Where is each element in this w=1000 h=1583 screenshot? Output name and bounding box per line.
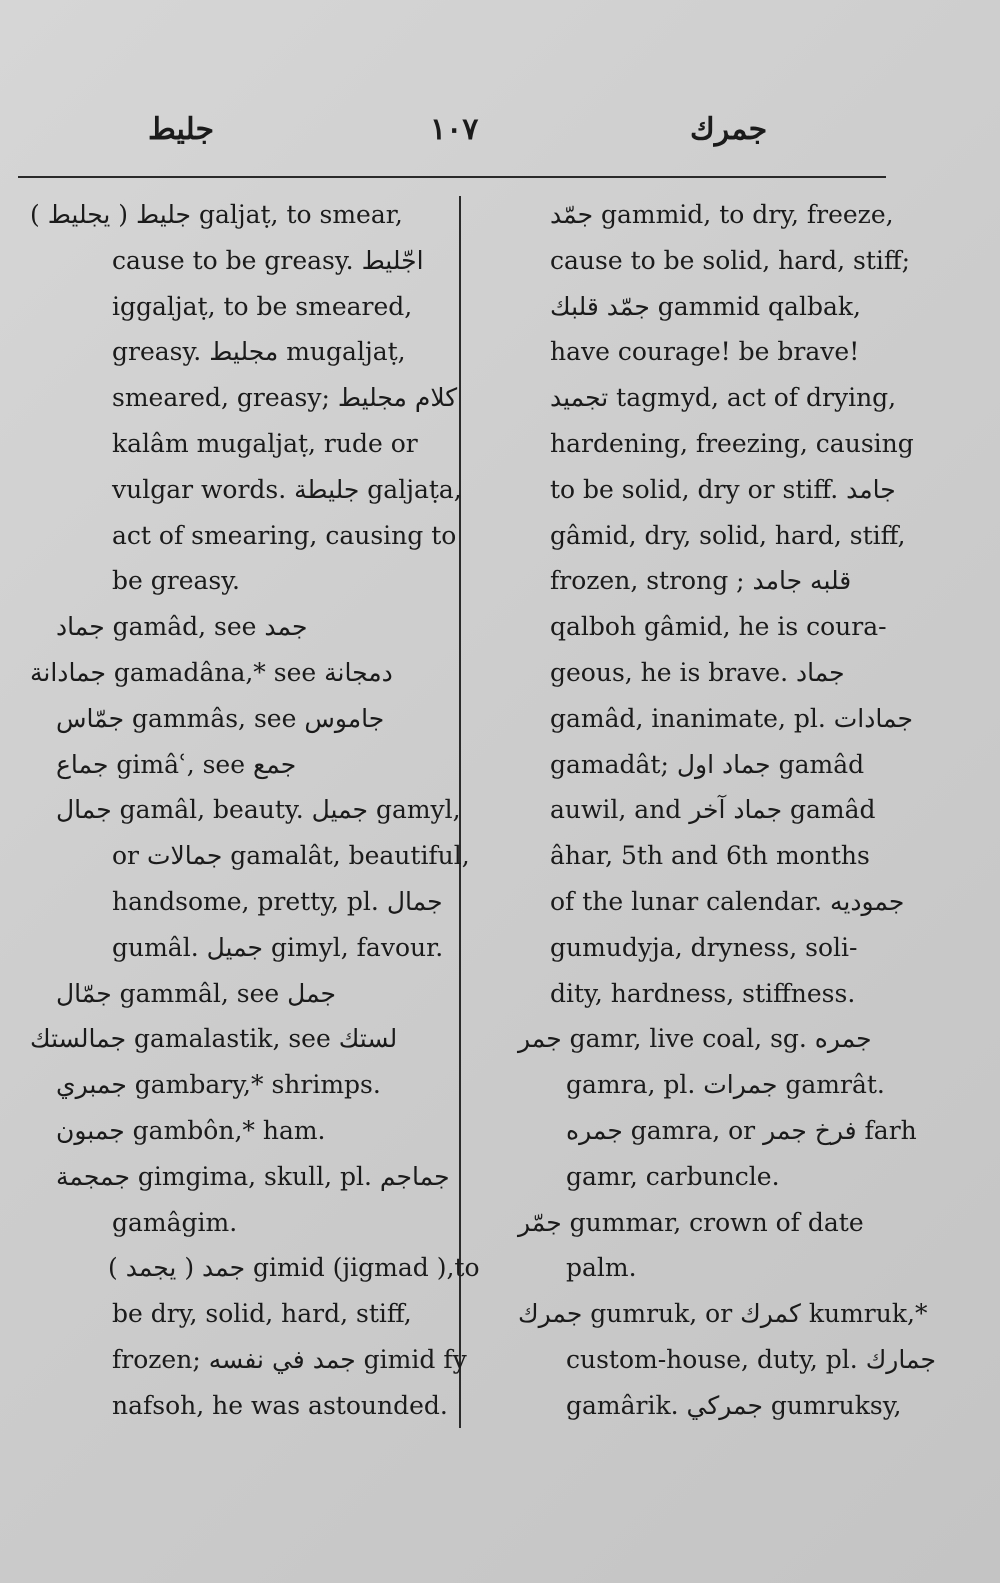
text-line: have courage! be brave!	[550, 337, 860, 367]
text-line: gamâgim.	[112, 1207, 238, 1237]
text-line: custom-house, duty, pl. جمارك	[566, 1344, 936, 1374]
text-line: hardening, freezing, causing	[550, 428, 914, 458]
text-line: dity, hardness, stiffness.	[550, 978, 856, 1008]
text-line: auwil, and جماد آخر gamâd	[550, 795, 876, 825]
text-line: âhar, 5th and 6th months	[550, 841, 870, 871]
page-number: ١٠٧	[430, 112, 479, 147]
header-rule	[18, 176, 886, 178]
text-line: handsome, pretty, pl. جمال	[112, 886, 443, 916]
text-line: جمرك gumruk, or كمرك kumruk,*	[518, 1299, 928, 1329]
text-line: جمال gamâl, beauty. جميل gamyl,	[56, 795, 461, 825]
text-line: جمر gamr, live coal, sg. جمره	[518, 1024, 872, 1054]
text-line: of the lunar calendar. جموديه	[550, 886, 905, 916]
text-line: act of smearing, causing to	[112, 520, 457, 550]
text-line: gamadât; جماد اول gamâd	[550, 749, 865, 779]
text-line: جمد ( يجمد ) gimid (jigmad ),to	[108, 1253, 480, 1283]
text-line: or جمالات gamalât, beautiful,	[112, 841, 470, 871]
text-line: qalboh gâmid, he is coura-	[550, 612, 887, 642]
right-column	[518, 192, 936, 1429]
text-line: جماع gimâʿ, see جمع	[56, 749, 297, 779]
text-line: gâmid, dry, solid, hard, stiff,	[550, 520, 906, 550]
text-line: جماد gamâd, see جمد	[56, 612, 308, 642]
text-line: geous, he is brave. جماد	[550, 657, 845, 687]
header-left-catchword: جليط	[148, 112, 215, 147]
text-line: gumudyja, dryness, soli-	[550, 932, 858, 962]
text-line: frozen, strong ; قلبه جامد	[550, 566, 852, 596]
text-line: جمّد قلبك gammid qalbak,	[550, 291, 861, 321]
left-column	[30, 192, 480, 1429]
text-line: جمّر gummar, crown of date	[518, 1207, 864, 1237]
text-line: جمالستك gamalastik, see لستك	[30, 1024, 398, 1054]
text-line: جمجمة gimgima, skull, pl. جماجم	[56, 1161, 450, 1191]
text-line: to be solid, dry or stiff. جامد	[550, 474, 896, 504]
text-line: gumâl. جميل gimyl, favour.	[112, 932, 444, 962]
text-line: gamârik. جمركي gumruksy,	[566, 1390, 902, 1420]
text-line: جمره gamra, or فرخ جمر farh	[566, 1115, 917, 1145]
text-line: جمبري gambary,* shrimps.	[56, 1070, 381, 1100]
text-line: تجميد tagmyd, act of drying,	[550, 383, 897, 413]
text-line: جمادانة gamadâna,* see دمجانة	[30, 657, 393, 687]
text-line: gamr, carbuncle.	[566, 1161, 780, 1191]
text-line: جمبون gambôn,* ham.	[56, 1115, 326, 1145]
text-line: kalâm mugaljaṭ, rude or	[112, 428, 418, 458]
header-right-catchword: جمرك	[690, 112, 768, 147]
text-line: جمّال gammâl, see جمل	[56, 978, 336, 1008]
text-line: frozen; جمد في نفسه gimid fy	[112, 1344, 467, 1374]
text-line: جمّد gammid, to dry, freeze,	[550, 200, 894, 229]
text-line: smeared, greasy; كلام مجليط	[112, 383, 458, 413]
text-line: cause to be greasy. اجّليط	[112, 245, 424, 275]
text-line: greasy. مجليط mugaljaṭ,	[112, 337, 406, 367]
text-line: nafsoh, he was astounded.	[112, 1390, 448, 1420]
text-line: be dry, solid, hard, stiff,	[112, 1299, 412, 1329]
text-line: palm.	[566, 1253, 637, 1283]
text-line: be greasy.	[112, 566, 240, 596]
text-line: vulgar words. جليطة galjaṭa,	[112, 474, 462, 504]
text-line: gamâd, inanimate, pl. جمادات	[550, 703, 913, 733]
text-line: cause to be solid, hard, stiff;	[550, 245, 911, 275]
text-line: iggaljaṭ, to be smeared,	[112, 291, 413, 321]
text-line: جمّاس gammâs, see جاموس	[56, 703, 385, 733]
text-line: gamra, pl. جمرات gamrât.	[566, 1070, 885, 1100]
text-line: جليط ( يجليط ) galjaṭ, to smear,	[30, 200, 403, 229]
